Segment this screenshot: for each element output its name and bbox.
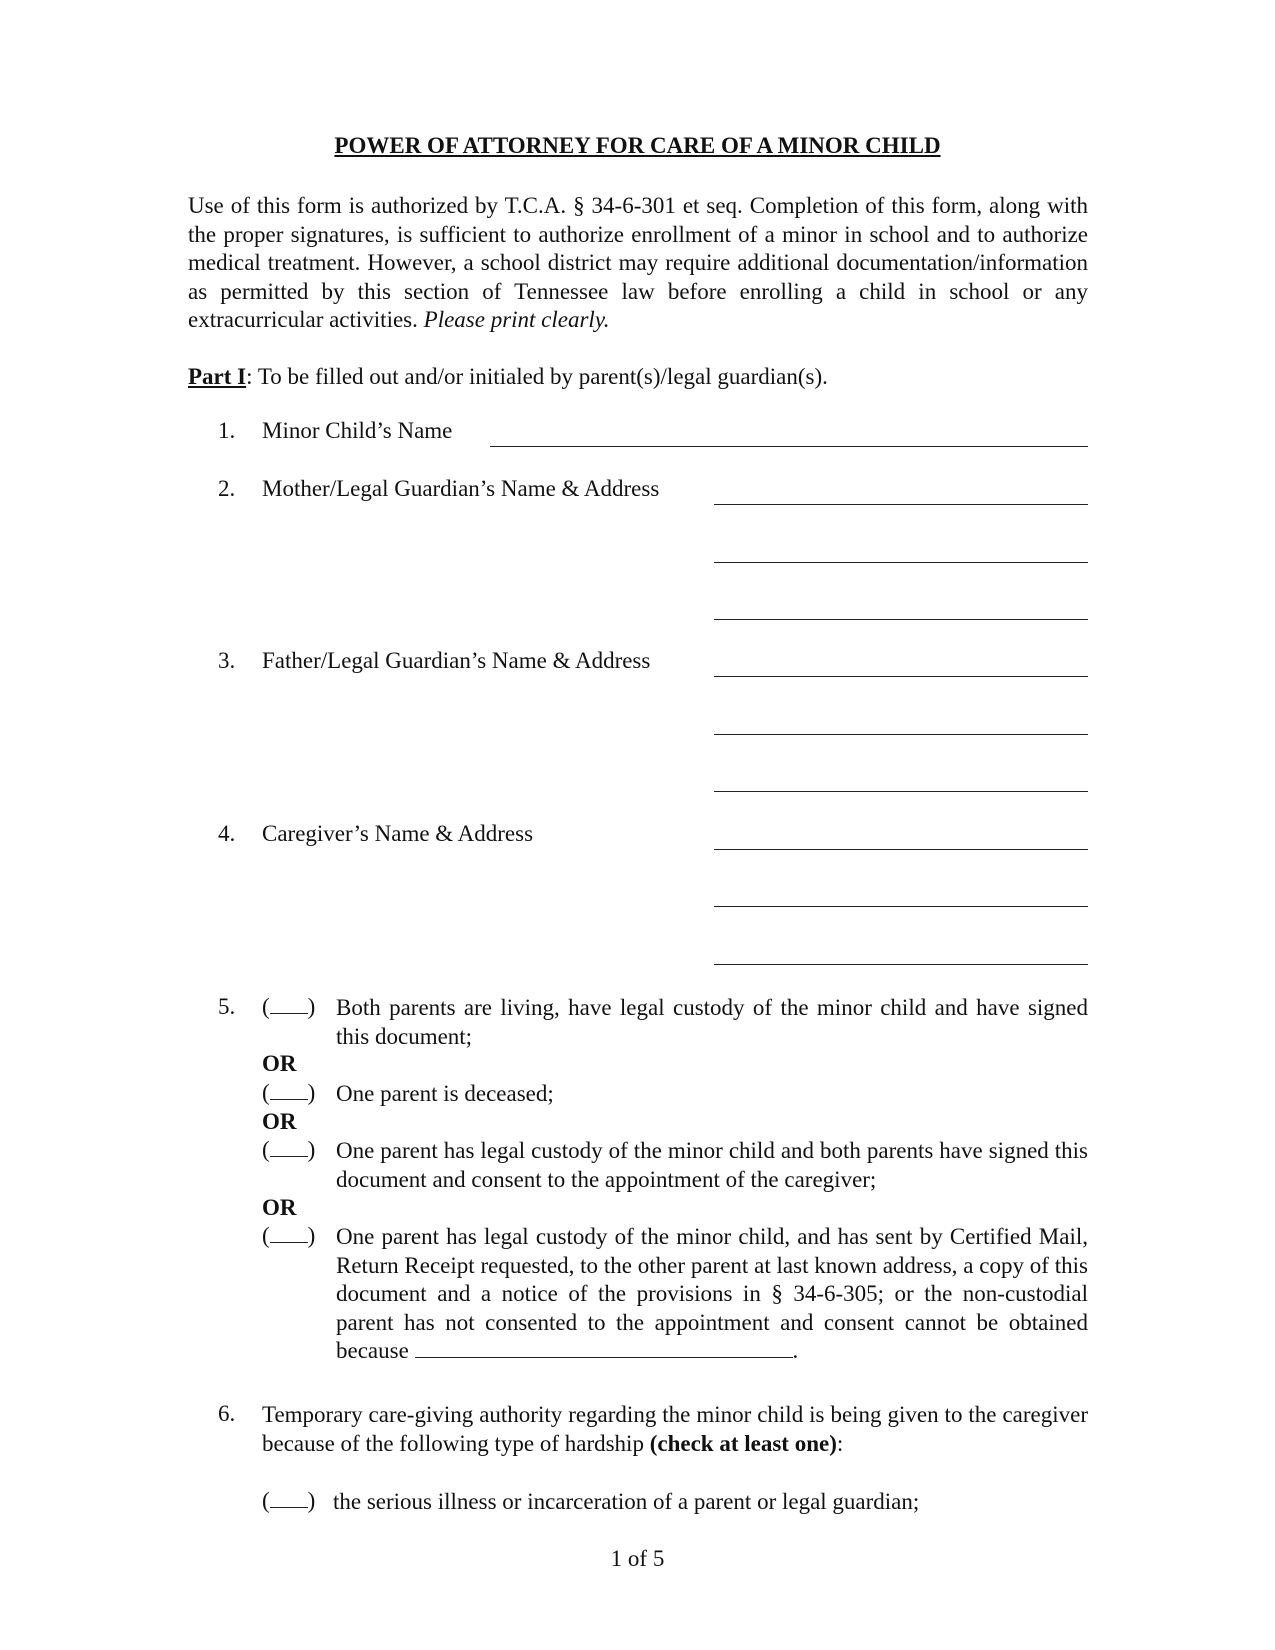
item-number: 4.: [218, 821, 236, 846]
checkbox-blank-1[interactable]: ( ): [262, 994, 316, 1019]
minor-child-name-label: Minor Child’s Name: [262, 418, 453, 443]
intro-paragraph: [188, 192, 1088, 335]
checkbox-blank-2[interactable]: ( ): [262, 1080, 316, 1105]
caregiver-label: Caregiver’s Name & Address: [262, 821, 534, 846]
item-number: 2.: [218, 476, 236, 501]
minor-child-name-field[interactable]: [490, 446, 1088, 447]
part-heading: [188, 364, 828, 390]
item6-text: Temporary care-giving authority regarding the minor child is being given to the caregiver because of the following type of hardship (check at least one):: [262, 1402, 1088, 1456]
mother-guardian-field-1[interactable]: [714, 504, 1088, 505]
item5-option-1: Both parents are living, have legal custody of the minor child and have signed this document;: [336, 995, 1088, 1049]
page-number: 1 of 5: [610, 1546, 665, 1571]
mother-guardian-field-3[interactable]: [714, 619, 1088, 620]
caregiver-field-1[interactable]: [714, 849, 1088, 850]
father-guardian-field-1[interactable]: [714, 676, 1088, 677]
father-guardian-field-3[interactable]: [714, 791, 1088, 792]
check-at-least-one: (check at least one): [649, 1430, 837, 1456]
item-number: 3.: [218, 648, 236, 673]
reason-field[interactable]: [415, 1339, 793, 1358]
document-title: POWER OF ATTORNEY FOR CARE OF A MINOR CHILD: [334, 133, 941, 158]
caregiver-field-2[interactable]: [714, 906, 1088, 907]
item5-option-2: One parent is deceased;: [336, 1081, 554, 1106]
intro-italic: Please print clearly.: [423, 307, 610, 332]
item-number: 1.: [218, 418, 236, 443]
or-label: OR: [262, 1109, 297, 1134]
item5-option-4-text: One parent has legal custody of the minor child, and has sent by Certified Mail, Return Receipt requested, to the other parent at last known address, a copy of this document and a notice of the provisions in § 34-6-305; or the non-custodial parent has not consented to the appointment and consent cannot be obtained because: [336, 1224, 1088, 1363]
item-number: 6.: [218, 1401, 236, 1426]
mother-guardian-label: Mother/Legal Guardian’s Name & Address: [262, 476, 660, 501]
part-label: Part I: [188, 364, 247, 389]
item-number: 5.: [218, 994, 236, 1019]
or-label: OR: [262, 1051, 297, 1076]
father-guardian-field-2[interactable]: [714, 734, 1088, 735]
checkbox-blank-5[interactable]: ( ): [262, 1488, 316, 1513]
or-label: OR: [262, 1195, 297, 1220]
item5-option-3: One parent has legal custody of the minor child and both parents have signed this document and consent to the appointment of the caregiver;: [336, 1138, 1088, 1192]
item6-option-1: the serious illness or incarceration of a parent or legal guardian;: [333, 1489, 920, 1514]
checkbox-blank-3[interactable]: ( ): [262, 1137, 316, 1162]
mother-guardian-field-2[interactable]: [714, 562, 1088, 563]
intro-text: Use of this form is authorized by T.C.A. § 34-6-301 et seq. Completion of this form, along with the proper signatures, is sufficient to authorize enrollment of a minor in school and to authorize medical treatment. However, a school district may require additional documentation/information as permitted by this section of Tennessee law before enrolling a child in school or any extracurricular activities.: [188, 193, 1088, 332]
caregiver-field-3[interactable]: [714, 964, 1088, 965]
item5-option-4: One parent has legal custody of the minor child, and has sent by Certified Mail, Return Receipt requested, to the other parent at last known address, a copy of this document and a notice of the provisions in § 34-6-305; or the non-custodial parent has not consented to the appointment and consent cannot be obtained because .: [336, 1224, 1088, 1363]
part-text: : To be filled out and/or initialed by parent(s)/legal guardian(s).: [246, 364, 828, 389]
father-guardian-label: Father/Legal Guardian’s Name & Address: [262, 648, 651, 673]
checkbox-blank-4[interactable]: ( ): [262, 1223, 316, 1248]
